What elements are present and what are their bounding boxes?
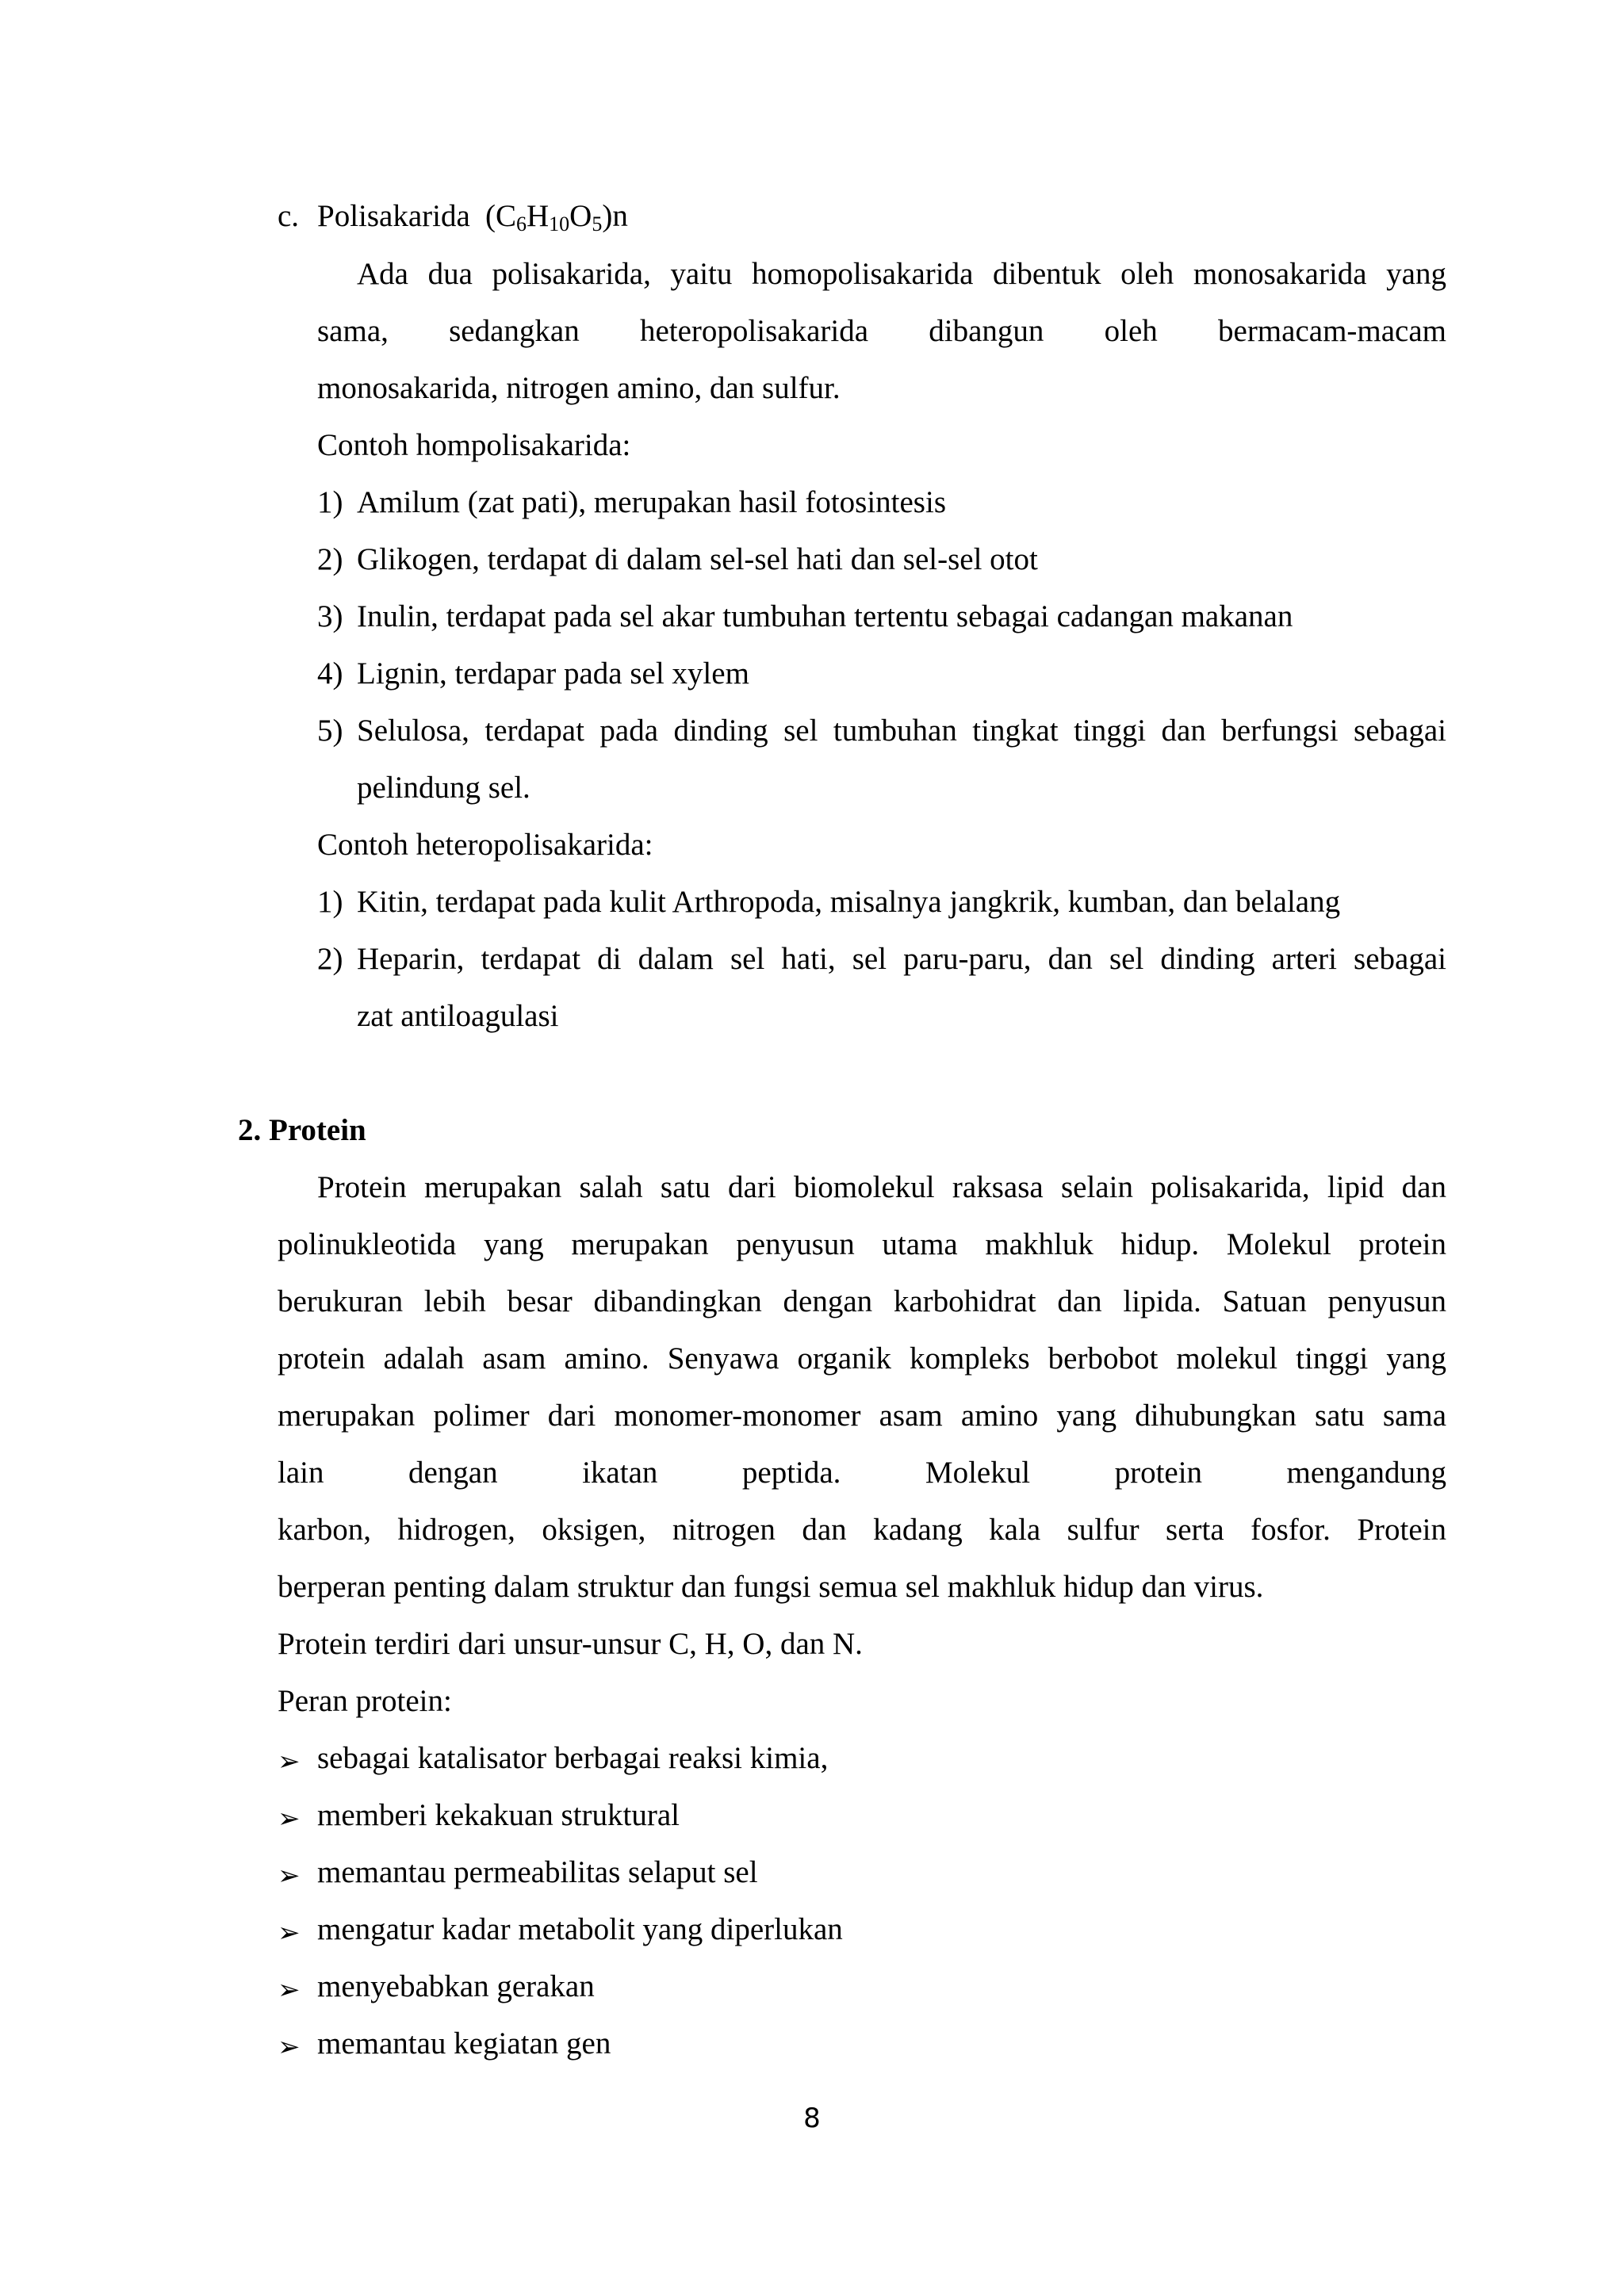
arrow-bullet-icon: ➢ bbox=[278, 1974, 301, 2006]
section-c-formula: $(C_6H_{10}O_5)n$ bbox=[485, 199, 628, 235]
list-item-text: Selulosa, terdapat pada dinding sel tumbuhan tingkat tinggi dan berfungsi sebagai bbox=[357, 714, 1446, 748]
list-item-text: pelindung sel. bbox=[357, 771, 530, 805]
protein-paragraph-line: protein adalah asam amino. Senyawa organik kompleks berbobot molekul tinggi yang bbox=[278, 1341, 1446, 1376]
section-c-title: Polisakarida bbox=[317, 199, 470, 233]
arrow-bullet-icon: ➢ bbox=[278, 1746, 301, 1777]
section-c-intro-line: monosakarida, nitrogen amino, dan sulfur. bbox=[317, 371, 841, 405]
protein-paragraph-line: Protein merupakan salah satu dari biomolekul raksasa selain polisakarida, lipid dan bbox=[317, 1170, 1446, 1204]
protein-paragraph-line: karbon, hidrogen, oksigen, nitrogen dan kadang kala sulfur serta fosfor. Protein bbox=[278, 1513, 1446, 1547]
section-2-heading: 2. Protein bbox=[238, 1113, 366, 1147]
protein-paragraph-line: berukuran lebih besar dibandingkan dengan karbohidrat dan lipida. Satuan penyusun bbox=[278, 1284, 1446, 1318]
list-item-number: 3) bbox=[317, 599, 343, 633]
section-c-intro-line: Ada dua polisakarida, yaitu homopolisakarida dibentuk oleh monosakarida yang bbox=[357, 257, 1446, 291]
protein-paragraph-line: berperan penting dalam struktur dan fungsi semua sel makhluk hidup dan virus. bbox=[278, 1570, 1264, 1604]
list-item-number: 2) bbox=[317, 942, 343, 976]
role-item: memantau permeabilitas selaput sel bbox=[317, 1855, 758, 1889]
protein-paragraph-line: polinukleotida yang merupakan penyusun utama makhluk hidup. Molekul protein bbox=[278, 1227, 1446, 1261]
list-item-number: 1) bbox=[317, 885, 343, 919]
arrow-bullet-icon: ➢ bbox=[278, 1917, 301, 1949]
arrow-bullet-icon: ➢ bbox=[278, 1860, 301, 1892]
arrow-bullet-icon: ➢ bbox=[278, 1803, 301, 1835]
section-c-marker: c. bbox=[278, 199, 300, 233]
arrow-bullet-icon: ➢ bbox=[278, 2031, 301, 2063]
list-item-text: Kitin, terdapat pada kulit Arthropoda, misalnya jangkrik, kumban, dan belalang bbox=[357, 885, 1341, 919]
list-item-text: Lignin, terdapar pada sel xylem bbox=[357, 656, 749, 691]
list-item-text: Amilum (zat pati), merupakan hasil fotosintesis bbox=[357, 485, 946, 519]
role-item: mengatur kadar metabolit yang diperlukan bbox=[317, 1912, 843, 1946]
page-number: 8 bbox=[803, 2103, 821, 2134]
role-item: menyebabkan gerakan bbox=[317, 1969, 595, 2003]
homo-heading: Contoh hompolisakarida: bbox=[317, 428, 631, 462]
list-item-text: zat antiloagulasi bbox=[357, 999, 559, 1033]
hetero-heading: Contoh heteropolisakarida: bbox=[317, 828, 653, 862]
list-item-text: Inulin, terdapat pada sel akar tumbuhan tertentu sebagai cadangan makanan bbox=[357, 599, 1293, 633]
protein-paragraph-line: lain dengan ikatan peptida. Molekul protein mengandung bbox=[278, 1456, 1446, 1490]
list-item-text: Heparin, terdapat di dalam sel hati, sel paru-paru, dan sel dinding arteri sebagai bbox=[357, 942, 1446, 976]
role-item: memberi kekakuan struktural bbox=[317, 1798, 680, 1832]
protein-elements: Protein terdiri dari unsur-unsur C, H, O, dan N. bbox=[278, 1627, 863, 1661]
role-item: sebagai katalisator berbagai reaksi kimia, bbox=[317, 1741, 829, 1775]
role-item: memantau kegiatan gen bbox=[317, 2026, 611, 2061]
section-c-intro-line: sama, sedangkan heteropolisakarida dibangun oleh bermacam-macam bbox=[317, 314, 1446, 348]
list-item-text: Glikogen, terdapat di dalam sel-sel hati dan sel-sel otot bbox=[357, 542, 1038, 576]
list-item-number: 5) bbox=[317, 714, 343, 748]
roles-heading: Peran protein: bbox=[278, 1684, 452, 1718]
list-item-number: 2) bbox=[317, 542, 343, 576]
list-item-number: 1) bbox=[317, 485, 343, 519]
list-item-number: 4) bbox=[317, 656, 343, 691]
protein-paragraph-line: merupakan polimer dari monomer-monomer asam amino yang dihubungkan satu sama bbox=[278, 1399, 1446, 1433]
